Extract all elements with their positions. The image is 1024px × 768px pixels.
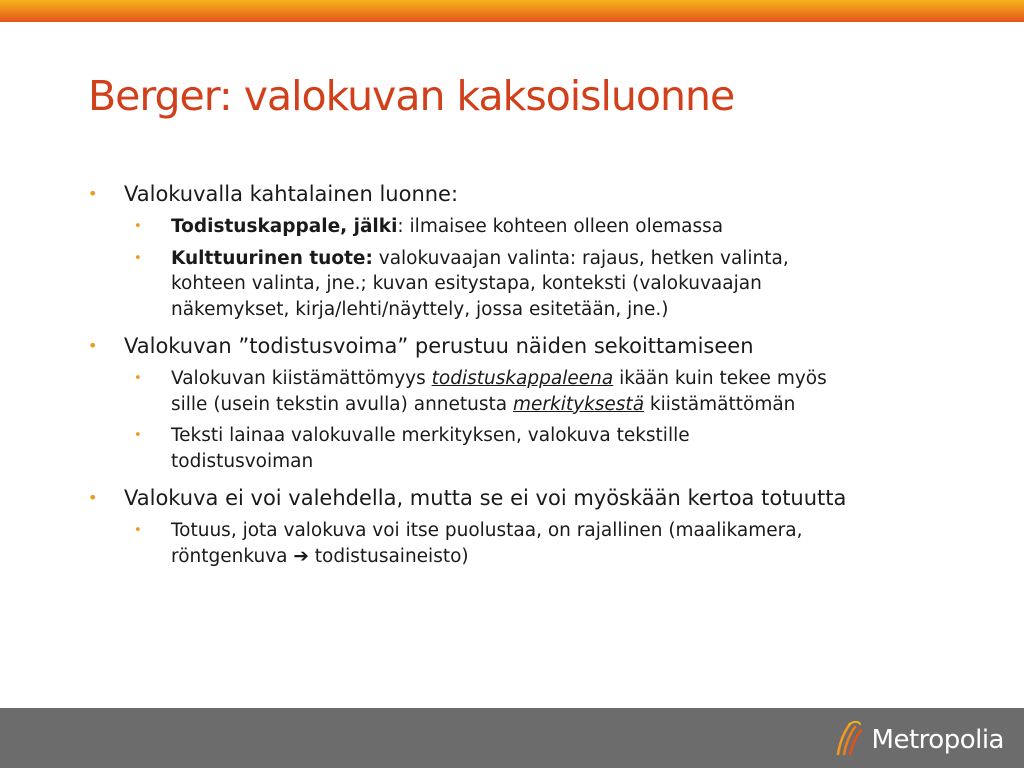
bullet-level1-item [88,180,948,208]
bullet-icon: • [88,488,98,507]
bullet-icon: • [134,250,142,266]
emphasized-link[interactable]: todistuskappaleena [431,368,614,389]
bullet-text: Valokuvan kiistämättömyys [171,368,432,389]
bullet-icon: • [134,371,142,386]
bullet-icon: • [88,184,98,203]
bullet-level1-item [88,332,948,360]
bullet-text: Valokuvalla kahtalainen luonne: [124,182,459,206]
top-gradient-bar [0,0,1024,22]
bullet-text: Totuus, jota valokuva voi itse puolustaa, on rajallinen (maalikamera, röntgenkuva ➔ todistusaineisto) [171,520,803,567]
metropolia-logo-icon [830,716,872,758]
bullet-level2-item [124,518,948,569]
bullet-level2-item [124,214,948,240]
bold-term: Todistuskappale, jälki [171,216,398,237]
bullet-text: : ilmaisee kohteen olleen olemassa [397,216,724,237]
bullet-text: ikään kuin tekee myös sille (usein tekstin avulla) annetusta [171,368,827,415]
bullet-level2-item [124,246,948,323]
slide-content [88,180,948,575]
bullet-icon: • [88,336,98,355]
bold-term: Kulttuurinen tuote: [171,247,373,269]
bullet-text: Teksti lainaa valokuvalle merkityksen, valokuva tekstille todistusvoiman [171,425,690,472]
bullet-icon: • [134,219,142,234]
bullet-text: Valokuva ei voi valehdella, mutta se ei voi myöskään kertoa totuutta [124,486,847,510]
bullet-text: Valokuvan ”todistusvoima” perustuu näiden sekoittamiseen [124,334,754,358]
bullet-icon: • [134,523,142,538]
slide-title: Berger: valokuvan kaksoisluonne [88,72,735,120]
logo-text: Metropolia [871,725,1004,755]
metropolia-logo [830,724,1004,756]
bullet-text: kiistämättömän [644,393,796,415]
bullet-icon: • [134,428,142,443]
bullet-text: valokuvaajan valinta: rajaus, hetken valinta, kohteen valinta, jne.; kuvan esitystapa, konteksti (valokuvaajan näkemykset, kirja/lehti/näyttely, jossa esitetään, jne.) [171,247,789,320]
footer-bar [0,708,1024,768]
bullet-level2-item [124,366,948,417]
bullet-level1-item [88,484,948,512]
emphasized-link[interactable]: merkityksestä [513,393,645,415]
bullet-level2-item [124,423,948,474]
